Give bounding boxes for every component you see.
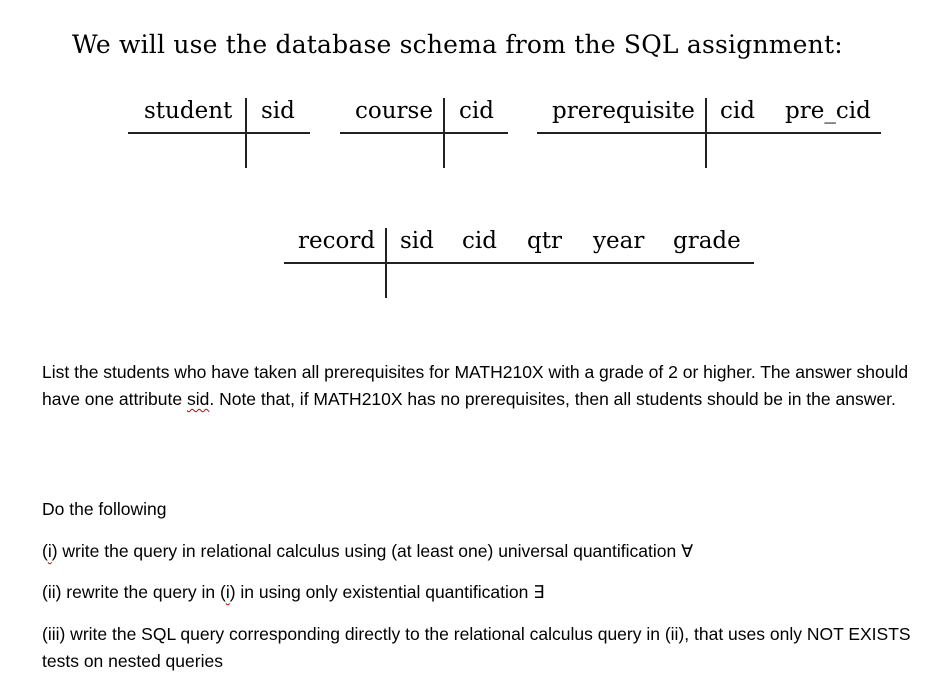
divider-horizontal <box>340 132 508 134</box>
sid-word: sid <box>186 389 210 409</box>
task-1 <box>42 538 693 565</box>
schema-prerequisite <box>537 98 881 168</box>
task-2 <box>42 579 544 606</box>
task-1-open: ( <box>42 541 48 561</box>
attr-cid: cid <box>720 98 755 124</box>
divider-horizontal <box>284 262 754 264</box>
relation-name: student <box>144 98 233 124</box>
attr-cid: cid <box>459 98 494 124</box>
tasks-intro: Do the following <box>42 499 167 519</box>
task-2-text-a: (ii) rewrite the query in ( <box>42 582 226 602</box>
task-3: (iii) write the SQL query corresponding directly to the relational calculus query in (ii), that uses only NOT EXISTS tests on nested queries <box>42 624 911 671</box>
attr-pre-cid: pre_cid <box>785 98 871 124</box>
schema-record <box>284 228 754 298</box>
question-part-2: . Note that, if MATH210X has no prerequisites, then all students should be in the answer. <box>209 389 896 409</box>
attr-qtr: qtr <box>527 228 562 254</box>
task-1-text: ) write the query in relational calculus using (at least one) universal quantification ∀ <box>51 541 694 561</box>
question-part-1: List the students who have taken all prerequisites for MATH210X with a grade of 2 or higher. The answer should have one attribute <box>42 362 909 409</box>
relation-name: record <box>298 228 376 254</box>
task-2-text-b: ) in using only existential quantification ∃ <box>229 582 545 602</box>
attr-cid: cid <box>462 228 497 254</box>
attr-sid: sid <box>400 228 434 254</box>
relation-name: course <box>355 98 433 124</box>
question-text <box>42 359 912 413</box>
divider-horizontal <box>128 132 310 134</box>
attr-grade: grade <box>673 228 741 254</box>
divider-horizontal <box>537 132 881 134</box>
task-2-i: i <box>225 582 230 602</box>
relation-name: prerequisite <box>552 98 695 124</box>
schema-course <box>340 98 508 168</box>
schema-student <box>128 98 310 168</box>
task-1-i: i <box>47 541 52 561</box>
heading: We will use the database schema from the SQL assignment: <box>72 30 843 59</box>
attr-sid: sid <box>261 98 295 124</box>
attr-year: year <box>593 228 645 254</box>
